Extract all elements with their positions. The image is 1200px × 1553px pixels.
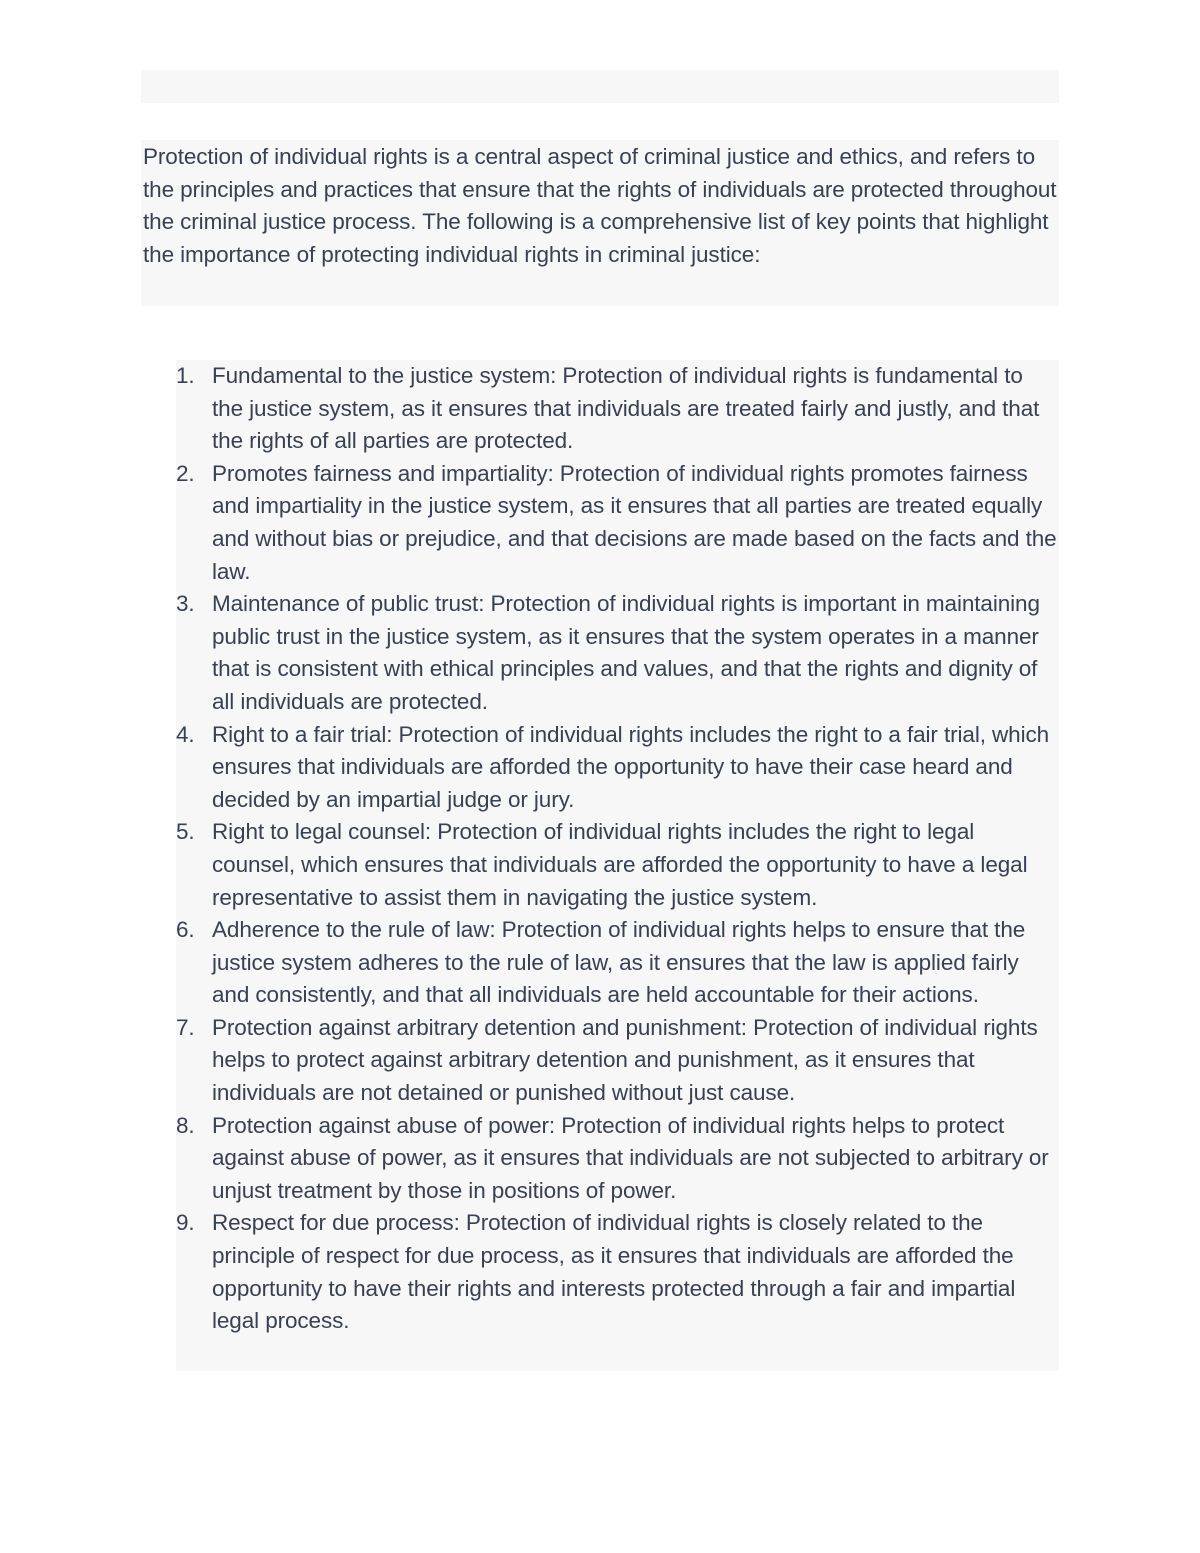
list-item <box>176 816 1059 914</box>
list-item <box>176 1012 1059 1110</box>
list-item <box>176 458 1059 588</box>
list-item-text: Fundamental to the justice system: Protection of individual rights is fundamental to the justice system, as it ensures that individuals are treated fairly and justly, and that the rights of all parties are protected. <box>212 363 1040 454</box>
list-item-number: 6. <box>176 917 195 943</box>
list-item <box>176 719 1059 817</box>
list-item <box>176 588 1059 718</box>
list-item-number: 8. <box>176 1112 195 1138</box>
list-item <box>176 1207 1059 1337</box>
list-item-number: 9. <box>176 1210 195 1236</box>
list-item-number: 4. <box>176 721 195 747</box>
list-item <box>176 360 1059 458</box>
list-item-number: 5. <box>176 819 195 845</box>
list-item-number: 1. <box>176 363 195 388</box>
list-item-text: Respect for due process: Protection of individual rights is closely related to the principle of respect for due process, as it ensures that individuals are afforded the opportunity to have their rights and interests protected through a fair and impartial legal process. <box>212 1210 1016 1334</box>
intro-block <box>141 140 1059 306</box>
list-item-text: Right to a fair trial: Protection of individual rights includes the right to a fair trial, which ensures that individuals are afforded the opportunity to have their case heard and decided by an impartial judge or jury. <box>212 721 1050 812</box>
key-points-block <box>176 360 1059 1371</box>
list-item-text: Right to legal counsel: Protection of individual rights includes the right to legal counsel, which ensures that individuals are afforded the opportunity to have a legal representative to assist them in navigating the justice system. <box>212 819 1028 910</box>
top-empty-bar <box>141 70 1059 103</box>
intro-paragraph: Protection of individual rights is a central aspect of criminal justice and ethics, and refers to the principles and practices that ensure that the rights of individuals are protected throughout the criminal justice process. The following is a comprehensive list of key points that highlight the importance of protecting individual rights in criminal justice: <box>143 144 1057 267</box>
list-item-text: Promotes fairness and impartiality: Protection of individual rights promotes fairness and impartiality in the justice system, as it ensures that all parties are treated equally and without bias or prejudice, and that decisions are made based on the facts and the law. <box>212 460 1057 584</box>
key-points-list <box>176 360 1059 1338</box>
list-item-text: Adherence to the rule of law: Protection of individual rights helps to ensure that the justice system adheres to the rule of law, as it ensures that the law is applied fairly and consistently, and that all individuals are held accountable for their actions. <box>212 917 1026 1008</box>
list-item-number: 3. <box>176 591 195 617</box>
list-item-number: 7. <box>176 1014 195 1040</box>
list-item <box>176 1110 1059 1208</box>
list-item-text: Protection against abuse of power: Protection of individual rights helps to protect against abuse of power, as it ensures that individuals are not subjected to arbitrary or unjust treatment by those in positions of power. <box>212 1112 1049 1203</box>
list-item-text: Protection against arbitrary detention and punishment: Protection of individual rights helps to protect against arbitrary detention and punishment, as it ensures that individuals are not detained or punished without just cause. <box>212 1014 1038 1106</box>
list-item <box>176 914 1059 1012</box>
list-item-text: Maintenance of public trust: Protection of individual rights is important in maintaining public trust in the justice system, as it ensures that the system operates in a manner that is consistent with ethical principles and values, and that the rights and dignity of all individuals are protected. <box>212 591 1040 714</box>
list-item-number: 2. <box>176 460 195 486</box>
